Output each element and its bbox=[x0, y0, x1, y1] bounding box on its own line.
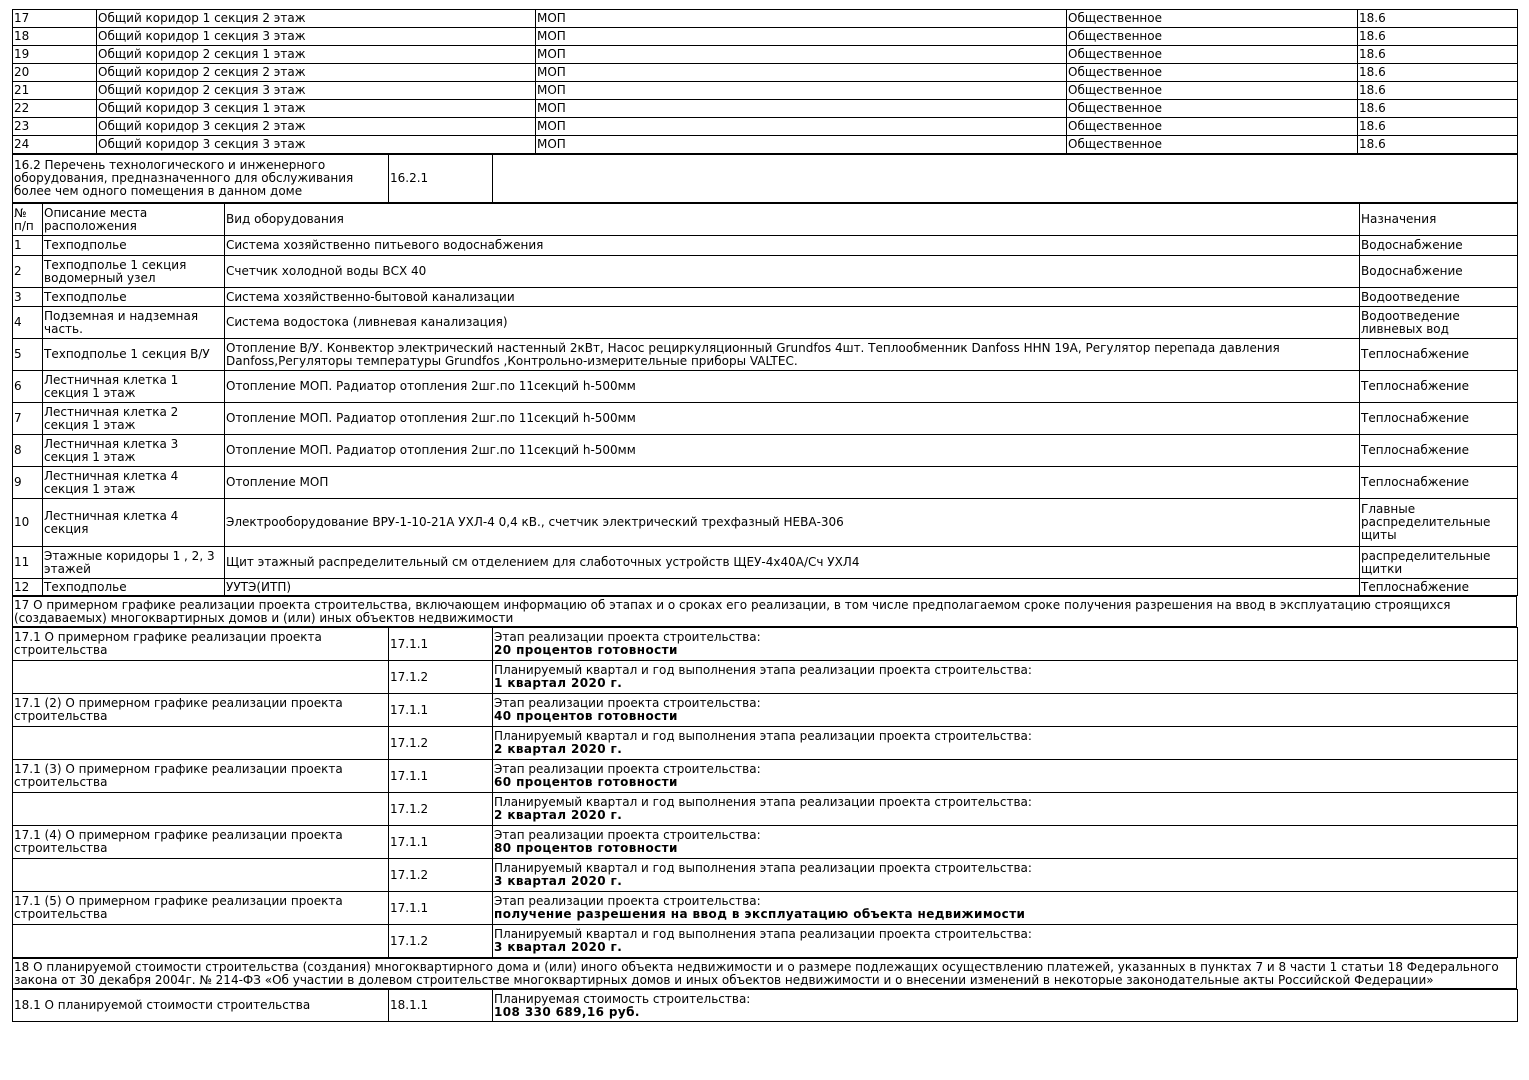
premises-name: Общий коридор 2 секция 2 этаж bbox=[97, 64, 536, 82]
premises-use: Общественное bbox=[1067, 10, 1358, 28]
stage-title: 17.1 О примерном графике реализации проекта строительства bbox=[13, 628, 389, 661]
premises-number: 18 bbox=[13, 28, 97, 46]
quarter-label: Планируемый квартал и год выполнения этапа реализации проекта строительства: bbox=[494, 861, 1032, 875]
premises-row bbox=[13, 82, 1518, 100]
stage-value: 40 процентов готовности bbox=[494, 709, 678, 723]
stage-row bbox=[13, 694, 1518, 727]
quarter-value: 1 квартал 2020 г. bbox=[494, 676, 623, 690]
equipment-number: 3 bbox=[13, 288, 43, 307]
premises-row bbox=[13, 136, 1518, 154]
quarter-code: 17.1.2 bbox=[389, 793, 493, 826]
equipment-place: Подземная и надземная часть. bbox=[43, 307, 225, 339]
premises-type: МОП bbox=[536, 64, 1067, 82]
equipment-number: 9 bbox=[13, 467, 43, 499]
premises-type: МОП bbox=[536, 100, 1067, 118]
premises-ref: 18.6 bbox=[1358, 64, 1518, 82]
equipment-number: 5 bbox=[13, 339, 43, 371]
stage-value: 80 процентов готовности bbox=[494, 841, 678, 855]
equipment-header-row bbox=[13, 204, 1518, 236]
equipment-purpose: Теплоснабжение bbox=[1360, 371, 1518, 403]
equipment-row bbox=[13, 467, 1518, 499]
premises-number: 17 bbox=[13, 10, 97, 28]
premises-number: 20 bbox=[13, 64, 97, 82]
premises-use: Общественное bbox=[1067, 46, 1358, 64]
premises-ref: 18.6 bbox=[1358, 10, 1518, 28]
stage-title: 17.1 (2) О примерном графике реализации проекта строительства bbox=[13, 694, 389, 727]
stage-value-cell bbox=[493, 628, 1518, 661]
premises-type: МОП bbox=[536, 10, 1067, 28]
premises-name: Общий коридор 3 секция 1 этаж bbox=[97, 100, 536, 118]
stage-title: 17.1 (4) О примерном графике реализации проекта строительства bbox=[13, 826, 389, 859]
equipment-place: Этажные коридоры 1 , 2, 3 этажей bbox=[43, 547, 225, 579]
stage-label: Этап реализации проекта строительства: bbox=[494, 630, 761, 644]
equipment-kind: Отопление МОП. Радиатор отопления 2шг.по 11секций h-500мм bbox=[225, 371, 1360, 403]
premises-row bbox=[13, 10, 1518, 28]
section-18-1-code: 18.1.1 bbox=[389, 990, 493, 1022]
equipment-purpose: Теплоснабжение bbox=[1360, 579, 1518, 596]
stage-code: 17.1.1 bbox=[389, 694, 493, 727]
stage-value-cell bbox=[493, 760, 1518, 793]
equipment-place: Техподполье 1 секция водомерный узел bbox=[43, 256, 225, 288]
equipment-purpose: Водоотведение bbox=[1360, 288, 1518, 307]
quarter-value-cell bbox=[493, 793, 1518, 826]
stage-title: 17.1 (5) О примерном графике реализации проекта строительства bbox=[13, 892, 389, 925]
premises-name: Общий коридор 3 секция 2 этаж bbox=[97, 118, 536, 136]
premises-name: Общий коридор 2 секция 3 этаж bbox=[97, 82, 536, 100]
stage-code: 17.1.1 bbox=[389, 826, 493, 859]
premises-use: Общественное bbox=[1067, 100, 1358, 118]
equipment-purpose: Водоснабжение bbox=[1360, 256, 1518, 288]
quarter-row bbox=[13, 859, 1518, 892]
stage-label: Этап реализации проекта строительства: bbox=[494, 828, 761, 842]
equipment-kind: Система водостока (ливневая канализация) bbox=[225, 307, 1360, 339]
equipment-row bbox=[13, 236, 1518, 256]
stage-label: Этап реализации проекта строительства: bbox=[494, 894, 761, 908]
quarter-value-cell bbox=[493, 859, 1518, 892]
premises-name: Общий коридор 2 секция 1 этаж bbox=[97, 46, 536, 64]
equipment-purpose: Теплоснабжение bbox=[1360, 435, 1518, 467]
col-header-purpose: Назначения bbox=[1360, 204, 1518, 236]
premises-number: 21 bbox=[13, 82, 97, 100]
stage-value-cell bbox=[493, 826, 1518, 859]
quarter-value: 2 квартал 2020 г. bbox=[494, 742, 623, 756]
stage-row bbox=[13, 892, 1518, 925]
stage-value-cell bbox=[493, 694, 1518, 727]
premises-type: МОП bbox=[536, 82, 1067, 100]
premises-type: МОП bbox=[536, 118, 1067, 136]
equipment-row bbox=[13, 307, 1518, 339]
section-16-2-header bbox=[12, 154, 1518, 203]
quarter-code: 17.1.2 bbox=[389, 661, 493, 694]
equipment-purpose: распределительные щитки bbox=[1360, 547, 1518, 579]
document-page bbox=[12, 9, 1517, 1022]
premises-row bbox=[13, 100, 1518, 118]
premises-ref: 18.6 bbox=[1358, 136, 1518, 154]
quarter-code: 17.1.2 bbox=[389, 727, 493, 760]
equipment-place: Лестничная клетка 2 секция 1 этаж bbox=[43, 403, 225, 435]
stage-label: Этап реализации проекта строительства: bbox=[494, 696, 761, 710]
stage-value: 60 процентов готовности bbox=[494, 775, 678, 789]
stage-row bbox=[13, 628, 1518, 661]
equipment-place: Лестничная клетка 4 секция bbox=[43, 499, 225, 547]
equipment-number: 4 bbox=[13, 307, 43, 339]
stage-label: Этап реализации проекта строительства: bbox=[494, 762, 761, 776]
stage-value: получение разрешения на ввод в эксплуатацию объекта недвижимости bbox=[494, 907, 1026, 921]
quarter-value: 3 квартал 2020 г. bbox=[494, 940, 623, 954]
stage-title: 17.1 (3) О примерном графике реализации проекта строительства bbox=[13, 760, 389, 793]
quarter-code: 17.1.2 bbox=[389, 925, 493, 958]
equipment-place: Техподполье bbox=[43, 236, 225, 256]
equipment-row bbox=[13, 547, 1518, 579]
quarter-row bbox=[13, 925, 1518, 958]
equipment-purpose: Водоснабжение bbox=[1360, 236, 1518, 256]
premises-ref: 18.6 bbox=[1358, 118, 1518, 136]
section-16-2-code: 16.2.1 bbox=[389, 155, 493, 203]
equipment-kind: Электрооборудование ВРУ-1-10-21А УХЛ-4 0,4 кВ., счетчик электрический трехфазный НЕВА-306 bbox=[225, 499, 1360, 547]
stage-row bbox=[13, 760, 1518, 793]
equipment-number: 2 bbox=[13, 256, 43, 288]
equipment-purpose: Теплоснабжение bbox=[1360, 403, 1518, 435]
quarter-value-cell bbox=[493, 727, 1518, 760]
equipment-kind: Отопление МОП. Радиатор отопления 2шг.по 11секций h-500мм bbox=[225, 403, 1360, 435]
equipment-place: Техподполье bbox=[43, 288, 225, 307]
cost-value: 108 330 689,16 руб. bbox=[494, 1004, 640, 1019]
premises-ref: 18.6 bbox=[1358, 82, 1518, 100]
stage-code: 17.1.1 bbox=[389, 760, 493, 793]
equipment-row bbox=[13, 339, 1518, 371]
premises-use: Общественное bbox=[1067, 64, 1358, 82]
equipment-number: 8 bbox=[13, 435, 43, 467]
section-17-header bbox=[12, 596, 1517, 627]
premises-name: Общий коридор 1 секция 3 этаж bbox=[97, 28, 536, 46]
schedule-table bbox=[12, 627, 1518, 958]
equipment-row bbox=[13, 371, 1518, 403]
equipment-number: 12 bbox=[13, 579, 43, 596]
equipment-place: Лестничная клетка 4 секция 1 этаж bbox=[43, 467, 225, 499]
equipment-row bbox=[13, 403, 1518, 435]
premises-name: Общий коридор 3 секция 3 этаж bbox=[97, 136, 536, 154]
quarter-label: Планируемый квартал и год выполнения этапа реализации проекта строительства: bbox=[494, 663, 1032, 677]
equipment-place: Техподполье 1 секция В/У bbox=[43, 339, 225, 371]
equipment-kind: Отопление МОП. Радиатор отопления 2шг.по 11секций h-500мм bbox=[225, 435, 1360, 467]
quarter-row bbox=[13, 661, 1518, 694]
premises-use: Общественное bbox=[1067, 28, 1358, 46]
premises-type: МОП bbox=[536, 136, 1067, 154]
equipment-kind: Счетчик холодной воды ВСХ 40 bbox=[225, 256, 1360, 288]
premises-ref: 18.6 bbox=[1358, 28, 1518, 46]
equipment-purpose: Водоотведение ливневых вод bbox=[1360, 307, 1518, 339]
equipment-row bbox=[13, 579, 1518, 596]
equipment-kind: Система хозяйственно-бытовой канализации bbox=[225, 288, 1360, 307]
section-18-title: 18 О планируемой стоимости строительства (создания) многоквартирного дома и (или) иного объекта недвижимости и о размере подлежащих осуществлению платежей, указанных в пунктах 7 и 8 части 1 статьи 18 Федерального закона от 30 декабря 2004г. № 214-ФЗ «Об участии в долевом строительстве многоквартирных домов и иных объектов недвижимости и о внесении изменений в некоторые законодательные акты Российской Федерации» bbox=[13, 959, 1517, 989]
premises-use: Общественное bbox=[1067, 118, 1358, 136]
premises-type: МОП bbox=[536, 46, 1067, 64]
quarter-value-cell bbox=[493, 661, 1518, 694]
equipment-row bbox=[13, 499, 1518, 547]
section-17-title: 17 О примерном графике реализации проекта строительства, включающем информацию об этапах и о сроках его реализации, в том числе предполагаемом сроке получения разрешения на ввод в эксплуатацию строящихся (создаваемых) многоквартирных домов и (или) иных объектов недвижимости bbox=[13, 597, 1517, 627]
premises-type: МОП bbox=[536, 28, 1067, 46]
quarter-value-cell bbox=[493, 925, 1518, 958]
premises-row bbox=[13, 118, 1518, 136]
col-header-place: Описание места расположения bbox=[43, 204, 225, 236]
equipment-purpose: Теплоснабжение bbox=[1360, 467, 1518, 499]
equipment-purpose: Теплоснабжение bbox=[1360, 339, 1518, 371]
premises-row bbox=[13, 46, 1518, 64]
premises-number: 23 bbox=[13, 118, 97, 136]
premises-ref: 18.6 bbox=[1358, 46, 1518, 64]
cost-label: Планируемая стоимость строительства: bbox=[494, 991, 751, 1006]
stage-value-cell bbox=[493, 892, 1518, 925]
equipment-kind: Отопление В/У. Конвектор электрический настенный 2кВт, Насос рециркуляционный Grundfos 4шт. Теплообменник Danfoss HHN 19A, Регулятор перепада давления Danfoss,Регуляторы температуры Grundfos ,Контрольно-измерительные приборы VALTEC. bbox=[225, 339, 1360, 371]
cost-cell bbox=[493, 990, 1518, 1022]
premises-row bbox=[13, 28, 1518, 46]
equipment-kind: Отопление МОП bbox=[225, 467, 1360, 499]
premises-number: 19 bbox=[13, 46, 97, 64]
equipment-row bbox=[13, 256, 1518, 288]
section-16-2-title: 16.2 Перечень технологического и инженерного оборудования, предназначенного для обслуживания более чем одного помещения в данном доме bbox=[13, 155, 389, 203]
equipment-number: 10 bbox=[13, 499, 43, 547]
equipment-number: 1 bbox=[13, 236, 43, 256]
section-18-header bbox=[12, 958, 1517, 989]
premises-ref: 18.6 bbox=[1358, 100, 1518, 118]
section-18-1-title: 18.1 О планируемой стоимости строительства bbox=[13, 990, 389, 1022]
premises-number: 22 bbox=[13, 100, 97, 118]
equipment-kind: Щит этажный распределительный см отделением для слаботочных устройств ЩЕУ-4х40А/Сч УХЛ4 bbox=[225, 547, 1360, 579]
quarter-label: Планируемый квартал и год выполнения этапа реализации проекта строительства: bbox=[494, 729, 1032, 743]
premises-use: Общественное bbox=[1067, 82, 1358, 100]
equipment-row bbox=[13, 435, 1518, 467]
quarter-value: 3 квартал 2020 г. bbox=[494, 874, 623, 888]
equipment-place: Лестничная клетка 1 секция 1 этаж bbox=[43, 371, 225, 403]
stage-row bbox=[13, 826, 1518, 859]
equipment-number: 6 bbox=[13, 371, 43, 403]
equipment-place: Лестничная клетка 3 секция 1 этаж bbox=[43, 435, 225, 467]
premises-number: 24 bbox=[13, 136, 97, 154]
cost-table bbox=[12, 989, 1518, 1022]
premises-use: Общественное bbox=[1067, 136, 1358, 154]
quarter-label: Планируемый квартал и год выполнения этапа реализации проекта строительства: bbox=[494, 795, 1032, 809]
quarter-label: Планируемый квартал и год выполнения этапа реализации проекта строительства: bbox=[494, 927, 1032, 941]
quarter-row bbox=[13, 727, 1518, 760]
equipment-purpose: Главные распределительные щиты bbox=[1360, 499, 1518, 547]
premises-table bbox=[12, 9, 1518, 154]
stage-code: 17.1.1 bbox=[389, 892, 493, 925]
premises-name: Общий коридор 1 секция 2 этаж bbox=[97, 10, 536, 28]
equipment-kind: УУТЭ(ИТП) bbox=[225, 579, 1360, 596]
equipment-row bbox=[13, 288, 1518, 307]
quarter-row bbox=[13, 793, 1518, 826]
equipment-place: Техподполье bbox=[43, 579, 225, 596]
quarter-value: 2 квартал 2020 г. bbox=[494, 808, 623, 822]
col-header-number: № п/п bbox=[13, 204, 43, 236]
quarter-code: 17.1.2 bbox=[389, 859, 493, 892]
stage-code: 17.1.1 bbox=[389, 628, 493, 661]
stage-value: 20 процентов готовности bbox=[494, 643, 678, 657]
equipment-number: 11 bbox=[13, 547, 43, 579]
equipment-kind: Система хозяйственно питьевого водоснабжения bbox=[225, 236, 1360, 256]
equipment-table bbox=[12, 203, 1518, 596]
premises-row bbox=[13, 64, 1518, 82]
col-header-kind: Вид оборудования bbox=[225, 204, 1360, 236]
equipment-number: 7 bbox=[13, 403, 43, 435]
